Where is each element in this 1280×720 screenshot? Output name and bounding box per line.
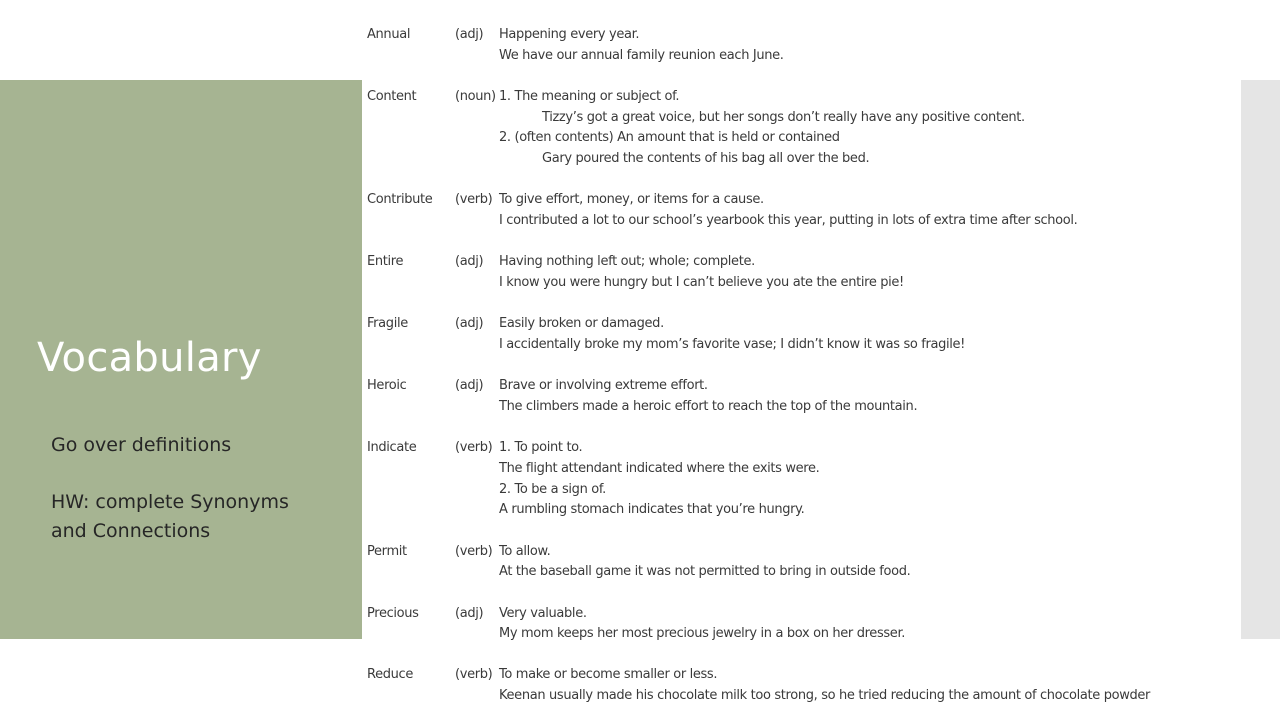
vocab-definition-precious: Very valuable. xyxy=(499,606,587,621)
vocab-example-annual: We have our annual family reunion each June. xyxy=(499,48,784,63)
slide-title: Vocabulary xyxy=(37,335,262,381)
note-homework-line-1: HW: complete Synonyms xyxy=(51,491,289,513)
vocab-example-permit: At the baseball game it was not permitted to bring in outside food. xyxy=(499,564,911,579)
vocab-definition-annual: Happening every year. xyxy=(499,27,640,42)
vocabulary-document xyxy=(362,0,1241,720)
vocab-example-indicate-2: A rumbling stomach indicates that you’re hungry. xyxy=(499,502,805,517)
vocab-definition-entire: Having nothing left out; whole; complete. xyxy=(499,254,755,269)
vocab-word-fragile: Fragile xyxy=(367,316,408,331)
vocab-pos-heroic: (adj) xyxy=(455,378,484,393)
vocab-pos-annual: (adj) xyxy=(455,27,484,42)
vocab-example-fragile: I accidentally broke my mom’s favorite vase; I didn’t know it was so fragile! xyxy=(499,337,966,352)
vocab-definition-content-2: 2. (often contents) An amount that is held or contained xyxy=(499,130,840,145)
vocab-example-heroic: The climbers made a heroic effort to reach the top of the mountain. xyxy=(499,399,918,414)
vocab-pos-contribute: (verb) xyxy=(455,192,493,207)
vocab-definition-heroic: Brave or involving extreme effort. xyxy=(499,378,708,393)
vocab-word-contribute: Contribute xyxy=(367,192,433,207)
vocab-example-content-2: Gary poured the contents of his bag all over the bed. xyxy=(542,151,870,166)
vocab-word-reduce: Reduce xyxy=(367,667,413,682)
vocab-example-content-1: Tizzy’s got a great voice, but her songs don’t really have any positive content. xyxy=(542,110,1025,125)
vocab-definition-content-1: 1. The meaning or subject of. xyxy=(499,89,680,104)
vocab-word-permit: Permit xyxy=(367,544,407,559)
vocab-pos-reduce: (verb) xyxy=(455,667,493,682)
vocab-example-entire: I know you were hungry but I can’t believe you ate the entire pie! xyxy=(499,275,904,290)
vocab-pos-precious: (adj) xyxy=(455,606,484,621)
vocab-definition-permit: To allow. xyxy=(499,544,551,559)
vocab-definition-indicate-1: 1. To point to. xyxy=(499,440,583,455)
vocab-example-indicate-1: The flight attendant indicated where the exits were. xyxy=(499,461,820,476)
vocab-definition-fragile: Easily broken or damaged. xyxy=(499,316,664,331)
vocab-definition-indicate-2: 2. To be a sign of. xyxy=(499,482,606,497)
vocab-example-reduce: Keenan usually made his chocolate milk too strong, so he tried reducing the amount of chocolate powder xyxy=(499,688,1151,703)
vocab-pos-content: (noun) xyxy=(455,89,496,104)
slide-notes xyxy=(51,431,351,546)
vocab-word-entire: Entire xyxy=(367,254,404,269)
vocab-word-content: Content xyxy=(367,89,417,104)
note-homework-line-2: and Connections xyxy=(51,520,211,542)
vocab-pos-permit: (verb) xyxy=(455,544,493,559)
vocab-word-precious: Precious xyxy=(367,606,419,621)
vocab-pos-entire: (adj) xyxy=(455,254,484,269)
vocab-definition-contribute: To give effort, money, or items for a cause. xyxy=(499,192,764,207)
vocab-pos-indicate: (verb) xyxy=(455,440,493,455)
vocab-example-contribute: I contributed a lot to our school’s yearbook this year, putting in lots of extra time after school. xyxy=(499,213,1078,228)
vocab-pos-fragile: (adj) xyxy=(455,316,484,331)
vocab-word-heroic: Heroic xyxy=(367,378,407,393)
note-go-over-definitions: Go over definitions xyxy=(51,434,232,456)
vocab-word-annual: Annual xyxy=(367,27,411,42)
right-strip xyxy=(1241,80,1280,639)
vocab-definition-reduce: To make or become smaller or less. xyxy=(499,667,718,682)
vocab-word-indicate: Indicate xyxy=(367,440,417,455)
vocab-example-precious: My mom keeps her most precious jewelry in a box on her dresser. xyxy=(499,626,906,641)
